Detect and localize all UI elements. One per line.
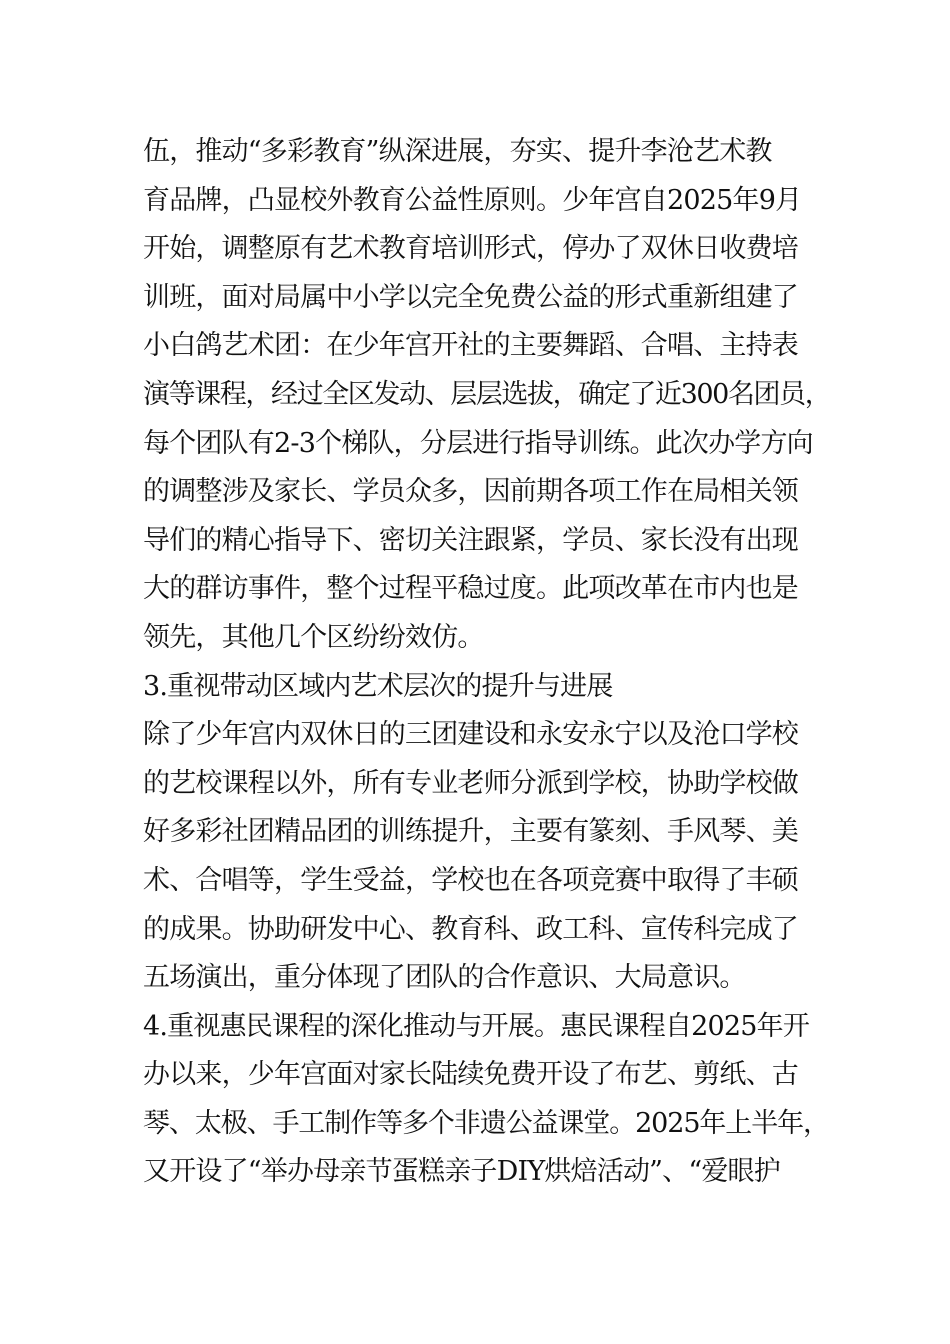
document-body [143, 128, 833, 1197]
text-line-7: 每个团队有2-3个梯队，分层进行指导训练。此次办学方向 [143, 427, 813, 459]
text-line-13: 除了少年宫内双休日的三团建设和永安永宁以及沧口学校 [143, 719, 798, 751]
text-line-2: 育品牌，凸显校外教育公益性原则。少年宫自2025年9月 [143, 184, 802, 216]
text-line-5: 小白鸽艺术团：在少年宫开社的主要舞蹈、合唱、主持表 [143, 330, 798, 362]
text-line-16: 术、合唱等，学生受益，学校也在各项竞赛中取得了丰硕 [143, 864, 798, 896]
text-line-17: 的成果。协助研发中心、教育科、政工科、宣传科完成了 [143, 913, 798, 945]
text-line-6: 演等课程，经过全区发动、层层选拔，确定了近300名团员， [143, 378, 831, 410]
text-line-8: 的调整涉及家长、学员众多，因前期各项工作在局相关领 [143, 476, 798, 508]
text-line-21: 琴、太极、手工制作等多个非遗公益课堂。2025年上半年， [143, 1107, 829, 1139]
text-line-4: 训班，面对局属中小学以完全免费公益的形式重新组建了 [143, 281, 798, 313]
text-line-3: 开始，调整原有艺术教育培训形式，停办了双休日收费培 [143, 233, 798, 265]
section-heading-4: 4.重视惠民课程的深化推动与开展。惠民课程自2025年开 [143, 1010, 810, 1042]
text-line-22: 又开设了“举办母亲节蛋糕亲子DIY烘焙活动”、“爱眼护 [143, 1156, 780, 1188]
section-heading-3: 3.重视带动区域内艺术层次的提升与进展 [143, 670, 613, 702]
text-line-18: 五场演出，重分体现了团队的合作意识、大局意识。 [143, 962, 746, 994]
text-line-11: 领先，其他几个区纷纷效仿。 [143, 621, 484, 653]
text-line-14: 的艺校课程以外，所有专业老师分派到学校，协助学校做 [143, 767, 798, 799]
text-line-20: 办以来，少年宫面对家长陆续免费开设了布艺、剪纸、古 [143, 1059, 798, 1091]
text-line-1: 伍，推动“多彩教育”纵深进展，夯实、提升李沧艺术教 [143, 136, 772, 167]
text-line-9: 导们的精心指导下、密切关注跟紧，学员、家长没有出现 [143, 524, 798, 556]
text-line-15: 好多彩社团精品团的训练提升，主要有篆刻、手风琴、美 [143, 816, 798, 848]
text-line-10: 大的群访事件，整个过程平稳过度。此项改革在市内也是 [143, 573, 798, 605]
